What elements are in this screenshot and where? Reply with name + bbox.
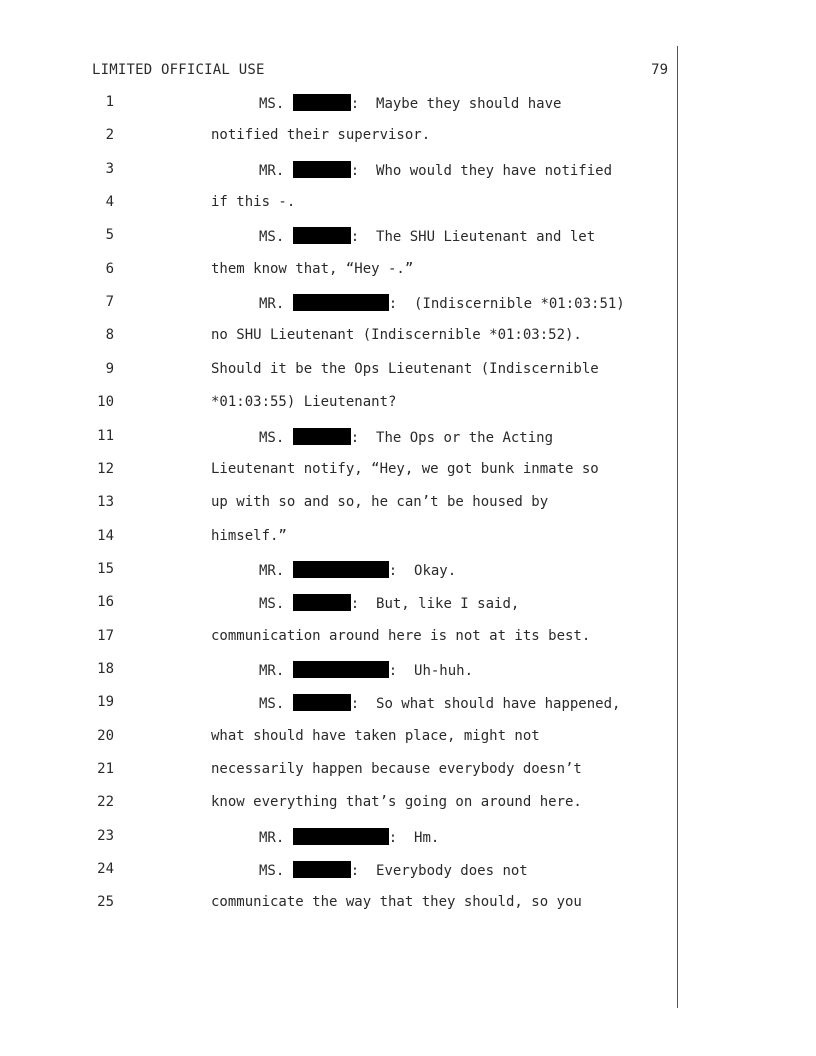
- redacted-name: [293, 694, 351, 711]
- continuation-text: *01:03:55) Lieutenant?: [211, 394, 397, 410]
- redacted-name: [293, 428, 351, 445]
- redacted-name: [293, 661, 389, 678]
- continuation-text: notified their supervisor.: [211, 127, 431, 143]
- continuation-text: no SHU Lieutenant (Indiscernible *01:03:52).: [211, 327, 582, 343]
- speaker-title: MS.: [259, 696, 285, 712]
- speaker-line: [259, 828, 439, 846]
- continuation-text: communication around here is not at its best.: [211, 628, 591, 644]
- speaker-line: [259, 594, 519, 612]
- speaker-line: [259, 428, 553, 446]
- speech-text: : But, like I said,: [350, 596, 520, 612]
- redacted-name: [293, 94, 351, 111]
- line-number: 24: [97, 861, 114, 877]
- line-number: 23: [97, 828, 114, 844]
- speech-text: : So what should have happened,: [350, 696, 621, 712]
- line-number: 8: [105, 327, 114, 343]
- continuation-text: Should it be the Ops Lieutenant (Indiscernible: [211, 361, 599, 377]
- speech-text: : Uh-huh.: [388, 663, 474, 679]
- continuation-text: communicate the way that they should, so you: [211, 894, 582, 910]
- speech-text: : Who would they have notified: [350, 163, 613, 179]
- redacted-name: [293, 161, 351, 178]
- line-number: 1: [105, 94, 114, 110]
- continuation-text: what should have taken place, might not: [211, 728, 540, 744]
- redacted-name: [293, 861, 351, 878]
- speaker-title: MR.: [259, 563, 285, 579]
- line-number: 15: [97, 561, 114, 577]
- continuation-text: if this -.: [211, 194, 296, 210]
- continuation-text: Lieutenant notify, “Hey, we got bunk inmate so: [211, 461, 599, 477]
- speech-text: : Okay.: [388, 563, 457, 579]
- speaker-title: MR.: [259, 830, 285, 846]
- line-number: 3: [105, 161, 114, 177]
- line-number: 16: [97, 594, 114, 610]
- redacted-name: [293, 227, 351, 244]
- redacted-name: [293, 828, 389, 845]
- line-number: 19: [97, 694, 114, 710]
- speaker-title: MS.: [259, 229, 285, 245]
- line-number: 2: [105, 127, 114, 143]
- speaker-title: MS.: [259, 96, 285, 112]
- speaker-title: MS.: [259, 863, 285, 879]
- continuation-text: up with so and so, he can’t be housed by: [211, 494, 549, 510]
- speaker-title: MR.: [259, 163, 285, 179]
- line-number: 10: [97, 394, 114, 410]
- line-number: 14: [97, 528, 114, 544]
- speaker-title: MR.: [259, 663, 285, 679]
- speaker-title: MR.: [259, 296, 285, 312]
- line-number: 18: [97, 661, 114, 677]
- right-margin-rule: [677, 46, 678, 1008]
- page-number: 79: [651, 62, 668, 78]
- redacted-name: [293, 594, 351, 611]
- line-number: 4: [105, 194, 114, 210]
- line-number: 22: [97, 794, 114, 810]
- line-number: 21: [97, 761, 114, 777]
- speaker-line: [259, 694, 620, 712]
- line-number: 13: [97, 494, 114, 510]
- speech-text: : (Indiscernible *01:03:51): [388, 296, 625, 312]
- speaker-line: [259, 861, 528, 879]
- speech-text: : Hm.: [388, 830, 440, 846]
- line-number: 20: [97, 728, 114, 744]
- continuation-text: know everything that’s going on around here.: [211, 794, 582, 810]
- speaker-title: MS.: [259, 430, 285, 446]
- speech-text: : Maybe they should have: [350, 96, 562, 112]
- line-number: 9: [105, 361, 114, 377]
- speaker-line: [259, 227, 595, 245]
- line-number: 6: [105, 261, 114, 277]
- continuation-text: them know that, “Hey -.”: [211, 261, 414, 277]
- speaker-line: [259, 294, 625, 312]
- line-number: 17: [97, 628, 114, 644]
- line-number: 5: [105, 227, 114, 243]
- speaker-line: [259, 94, 561, 112]
- line-number: 11: [97, 428, 114, 444]
- speaker-line: [259, 661, 473, 679]
- line-number: 25: [97, 894, 114, 910]
- line-number: 12: [97, 461, 114, 477]
- line-number: 7: [105, 294, 114, 310]
- speech-text: : The Ops or the Acting: [350, 430, 554, 446]
- speaker-title: MS.: [259, 596, 285, 612]
- continuation-text: necessarily happen because everybody doesn’t: [211, 761, 582, 777]
- classification-header: LIMITED OFFICIAL USE: [92, 62, 265, 78]
- speaker-line: [259, 561, 456, 579]
- speaker-line: [259, 161, 612, 179]
- redacted-name: [293, 561, 389, 578]
- speech-text: : The SHU Lieutenant and let: [350, 229, 596, 245]
- speech-text: : Everybody does not: [350, 863, 528, 879]
- continuation-text: himself.”: [211, 528, 287, 544]
- redacted-name: [293, 294, 389, 311]
